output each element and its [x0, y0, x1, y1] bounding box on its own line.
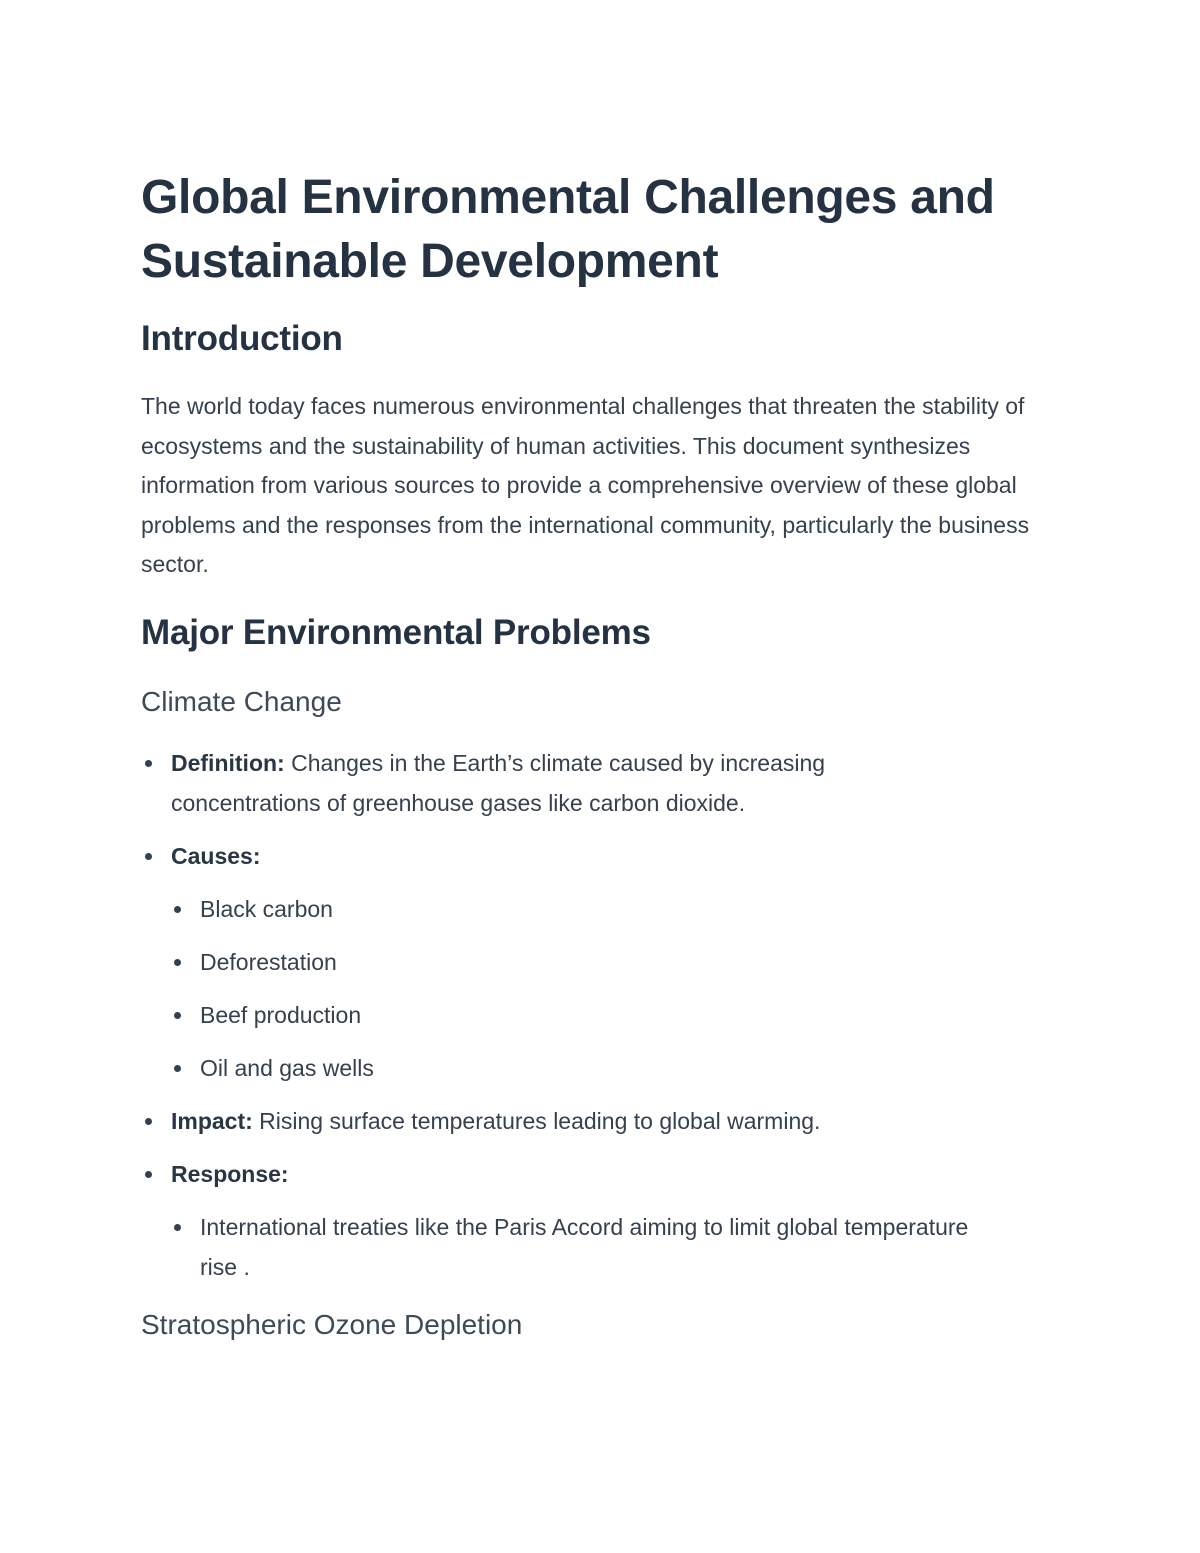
- bullet-marker: [145, 1171, 152, 1178]
- section-heading-major-problems: Major Environmental Problems: [141, 613, 651, 652]
- list-item-cause: Oil and gas wells: [200, 1055, 374, 1081]
- definition-text: Changes in the Earth’s climate caused by increasing concentrations of greenhouse gases like carbon dioxide.: [171, 750, 826, 816]
- list-item-cause: Beef production: [200, 1002, 362, 1028]
- impact-label: Impact:: [171, 1108, 253, 1134]
- list-item-impact: [171, 1102, 1051, 1142]
- intro-paragraph: The world today faces numerous environmental challenges that threaten the stability of ecosystems and the sustainability of human activities. This document synthesizes information from various sources to provide a comprehensive overview of these global problems and the responses from the international community, particularly the business sector.: [141, 393, 1030, 577]
- bullet-marker: [174, 1012, 181, 1019]
- definition-label: Definition:: [171, 750, 285, 776]
- list-item-cause: Black carbon: [200, 896, 333, 922]
- document-title: Global Environmental Challenges and Sustainable Development: [141, 171, 995, 288]
- response-label: Response:: [171, 1161, 289, 1187]
- bullet-marker: [145, 853, 152, 860]
- list-item-response-detail: International treaties like the Paris Accord aiming to limit global temperature rise .: [200, 1214, 969, 1280]
- bullet-marker: [145, 1118, 152, 1125]
- list-item-response: [171, 1155, 289, 1195]
- impact-text: Rising surface temperatures leading to global warming.: [252, 1108, 821, 1134]
- bullet-marker: [174, 906, 181, 913]
- causes-label: Causes:: [171, 843, 261, 869]
- list-item-cause: Deforestation: [200, 949, 337, 975]
- subsection-heading-climate-change: Climate Change: [141, 686, 342, 717]
- list-item-definition: [171, 744, 971, 823]
- bullet-marker: [174, 1065, 181, 1072]
- bullet-marker: [174, 1224, 181, 1231]
- section-heading-introduction: Introduction: [141, 319, 343, 358]
- bullet-marker: [174, 959, 181, 966]
- subsection-heading-ozone-depletion: Stratospheric Ozone Depletion: [141, 1309, 523, 1340]
- bullet-marker: [145, 760, 152, 767]
- list-item-causes: [171, 837, 260, 877]
